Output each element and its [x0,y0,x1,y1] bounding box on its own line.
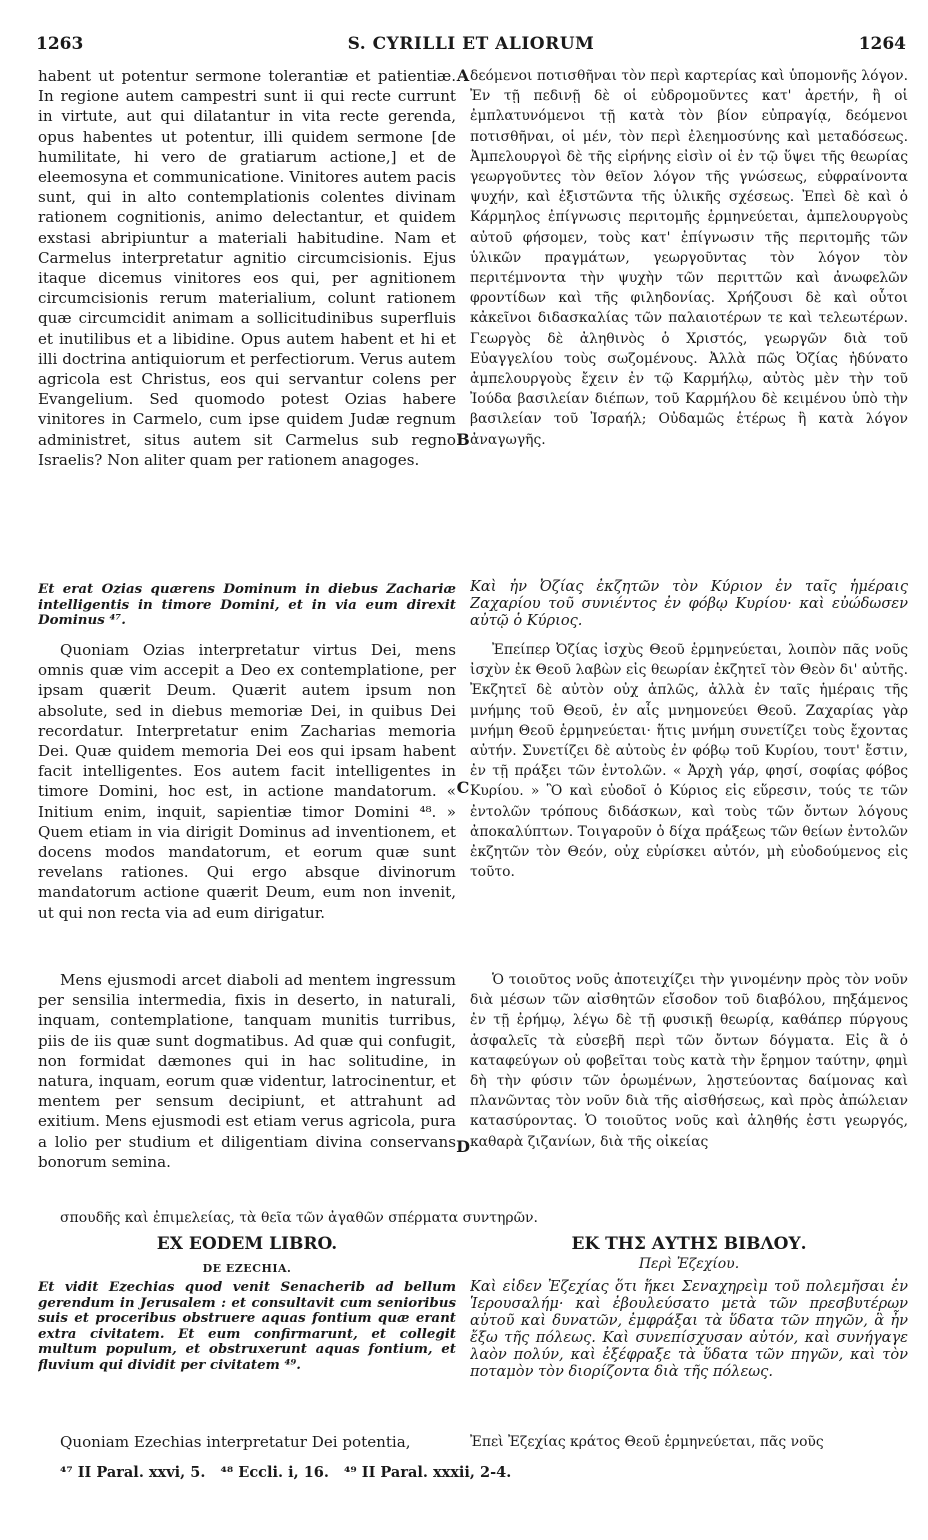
latin-section-text: Quoniam Ezechias interpretatur Dei potentia, [60,1433,411,1451]
greek-continuation-line: σπουδῆς καὶ ἐπιμελείας, τὰ θεῖα τῶν ἀγαθῶν σπέρματα συντηρῶν. [60,1210,539,1226]
greek-section-lemma: Καὶ εἶδεν Ἐζεχίας ὅτι ἥκει Σεναχηρεὶμ τοῦ πολεμῆσαι ἐν Ἱερουσαλήμ· καὶ ἐβουλεύσατο μετὰ τῶν πρεσβυτέρων αὐτοῦ καὶ δυνατῶν, ἐμφράξαι τὰ ὕδατα τῶν πηγῶν, ἃ ἦν ἔξω τῆς πόλεως. Καὶ συνεπίσχυσαν αὐτόν, καὶ συνήγαγε λαὸν πολύν, καὶ ἐξέφραξε τὰ ὕδατα τῶν πηγῶν, καὶ τὸν ποταμὸν τὸν διορίζοντα διὰ τῆς πόλεως. [470,1278,908,1380]
greek-paragraph-3: Ὁ τοιοῦτος νοῦς ἀποτειχίζει τὴν γινομένην πρὸς τὸν νοῦν διὰ μέσων τῶν αἰσθητῶν εἴσοδον τοῦ διαβόλου, πηξάμενος ἐν τῇ ἐρήμῳ, λέγω δὲ τῇ φυσικῇ θεωρίᾳ, καθάπερ πύργους ἀσφαλεῖς τὰ εὐσεβῆ περὶ τῶν ὄντων δόγματα. Εἰς ἃ ὁ καταφεύγων οὐ φοβεῖται τοὺς κατὰ τὴν ἔρημον ταύτην, φημὶ δὴ τὴν φύσιν τῶν ὁρωμένων, λῃστεύοντας δαίμονας καὶ πλανῶντας τὸν νοῦν διὰ τῆς αἰσθήσεως, καὶ πρὸς ἀπώλειαν κατασύροντας. Ὁ τοιοῦτος νοῦς καὶ ἀληθής ἐστι γεωργός, καθαρὰ ζιζανίων, διὰ τῆς οἰκείας [470,972,908,1150]
latin-paragraph-1: habent ut potentur sermone tolerantiæ et patientiæ. In regione autem campestri sunt ii qui recte currunt in virtute, aut qui dilatantur in vita recte gerenda, opus habentes ut potentur, illi quidem sermone [de humilitate, hi vero de gratiarum actione,] et de eleemosyna et communicatione. Vinitores autem pacis sunt, qui in alto contemplationis colentes divinam rationem cognitionis, animo delectantur, et quidem exstasi abripiuntur a materiali habitudine. Nam et Carmelus interpretatur agnitio circumcisionis. Ejus itaque dicemus vinitores eos qui, per agnitionem circumcisionis rerum materialium, colunt rationem quæ circumcidit animam a sollicitudinibus superfluis et inutilibus et a libidine. Opus autem habent et hi et illi doctrina antiquiorum et perfectiorum. Verus autem agricola est Christus, eos qui servantur colens per Evangelium. Sed quomodo potest Ozias habere vinitores in Carmelo, cum ipse quidem Judæ regnum administret, situs autem sit Carmelus sub regno Israelis? Non aliter quam per rationem anagoges. [38,67,456,469]
greek-paragraph-2: Ἐπείπερ Ὀζίας ἰσχὺς Θεοῦ ἑρμηνεύεται, λοιπὸν πᾶς νοῦς ἰσχὺν ἐκ Θεοῦ λαβὼν εἰς θεωρίαν ἐκζητεῖ τὸν Θεὸν δι' αὐτῆς. Ἐκζητεῖ δὲ αὐτὸν οὐχ ἁπλῶς, ἀλλὰ ἐν ταῖς ἡμέραις τῆς μνήμης τοῦ Θεοῦ, ἐν αἷς μνημονεύει Θεοῦ. Ζαχαρίας γὰρ μνήμη Θεοῦ ἑρμηνεύεται· ἥτις μνήμη συνετίζει τοὺς ἔχοντας αὐτήν. Συνετίζει δὲ αὐτοὺς ἐν φόβῳ τοῦ Κυρίου, τουτ' ἔστιν, ἐν τῇ πράξει τῶν ἐντολῶν. « Ἀρχὴ γάρ, φησί, σοφίας φόβος Κυρίου. » Ὃ καὶ εὐοδοῖ ὁ Κύριος εἰς εὕρεσιν, τούς τε τῶν ἐντολῶν τρόπους διδάσκων, καὶ τοὺς τῶν ὄντων λόγους ἀποκαλύπτων. Τοιγαροῦν ὁ δίχα πράξεως τῶν θείων ἐντολῶν ἐκζητῶν τὸν Θεόν, οὐχ εὑρίσκει αὐτόν, μὴ εὐοδούμενος εἰς τοῦτο. [470,642,908,881]
greek-lemma-1: Καὶ ἦν Ὀζίας ἐκζητῶν τὸν Κύριον ἐν ταῖς ἡμέραις Ζαχαρίου τοῦ συνιέντος ἐν φόβῳ Κυρίου· καὶ εὐώδωσεν αὐτῷ ὁ Κύριος. [470,578,908,629]
marker-a: A [456,66,470,85]
running-header [36,34,906,58]
running-title: S. CYRILLI ET ALIORUM [347,34,595,54]
latin-section-text-block [38,1432,456,1456]
greek-section-lemma-block [470,1278,908,1428]
greek-lemma-block [470,578,908,634]
latin-column-block-3 [38,970,456,1206]
latin-paragraph-3: Mens ejusmodi arcet diaboli ad mentem ingressum per sensilia intermedia, fixis in deserto, in naturali, inquam, contemplatione, tanquam munitis turribus, piis de iis quæ sunt dogmatibus. Ad quæ qui confugit, non formidat dæmones qui in hac solitudine, in natura, inquam, eorum quæ videntur, latrocinentur, et mentem per sensum decipiunt, et attrahunt ad exitium. Mens ejusmodi est etiam verus agricola, pura a lolio per studium et diligentiam divina conservans bonorum semina. [38,971,456,1171]
latin-lemma-block [38,582,456,632]
footnotes: ⁴⁷ II Paral. xxvi, 5. ⁴⁸ Eccli. i, 16. ⁴⁹ II Paral. xxxii, 2-4. [60,1464,512,1481]
greek-paragraph-1: δεόμενοι ποτισθῆναι τὸν περὶ καρτερίας καὶ ὑπομονῆς λόγον. Ἐν τῇ πεδινῇ δὲ οἱ εὐδρομοῦντες κατ' ἀρετήν, ἢ οἱ ἐμπλατυνόμενοι τῇ κατὰ τὸν βίον εὐπραγίᾳ, δεόμενοι ποτισθῆναι, οἱ μέν, τὸν περὶ ἐλεημοσύνης καὶ μεταδόσεως. Ἀμπελουργοὶ δὲ τῆς εἰρήνης εἰσὶν οἱ ἐν τῷ ὕψει τῆς θεωρίας γεωργοῦντες τὸν θεῖον λόγον τῆς γνώσεως, εὐφραίνοντα ψυχήν, καὶ ἐξιστῶντα τῆς ὑλικῆς σχέσεως. Ἐπεὶ δὲ καὶ ὁ Κάρμηλος ἐπίγνωσις περιτομῆς ἑρμηνεύεται, ἀμπελουργοὺς αὐτοῦ φήσομεν, τοὺς κατ' ἐπίγνωσιν τῆς περιτομῆς τῶν ὑλικῶν πραγμάτων, γεωργοῦντας τὸν λόγον τὸν περιτέμνοντα τὴν ψυχὴν τῶν περιττῶν καὶ ἀνωφελῶν φροντίδων καὶ τῆς φιληδονίας. Χρήζουσι δὲ καὶ οὗτοι κἀκεῖνοι διδασκαλίας τῶν παλαιοτέρων τε καὶ τελεωτέρων. Γεωργὸς δὲ ἀληθινὸς ὁ Χριστός, γεωργῶν διὰ τοῦ Εὐαγγελίου τοὺς σωζομένους. Ἀλλὰ πῶς Ὀζίας ἠδύνατο ἀμπελουργοὺς ἔχειν ἐν τῷ Καρμήλῳ, αὐτὸς μὲν τὴν τοῦ Ἰούδα βασιλείαν διέπων, τοῦ Καρμήλου δὲ κειμένου ὑπὸ τὴν βασιλείαν τοῦ Ἰσραήλ; Οὐδαμῶς ἑτέρως ἢ κατὰ λόγον ἀναγωγῆς. [470,68,908,448]
page-number-right: 1264 [858,34,906,54]
greek-section-text-block [470,1432,908,1456]
latin-section-lemma: Et vidit Ezechias quod venit Senacherib ad bellum gerendum in Jerusalem : et consultavit cum senioribus suis et proceribus obstruere aquas fontium quæ erant extra civitatem. Et eum confirmarunt, et collegit multum populum, et obstruxerunt aquas fontium, et fluvium qui dividit per civitatem ⁴⁹. [38,1280,456,1373]
marker-d: D [456,1137,470,1156]
latin-section-title: EX EODEM LIBRO. [156,1234,338,1254]
latin-column-block-1 [38,66,456,566]
marker-b: B [456,430,470,449]
latin-lemma-1: Et erat Ozias quærens Dominum in diebus Zachariæ intelligentis in timore Domini, et in via eum direxit Dominus ⁴⁷. [38,582,456,628]
page-number-left: 1263 [36,34,84,54]
greek-section-subtitle: Περὶ Ἐζεχίου. [638,1256,740,1272]
greek-section-text: Ἐπεὶ Ἐζεχίας κράτος Θεοῦ ἑρμηνεύεται, πᾶς νοῦς [470,1434,824,1450]
latin-paragraph-2: Quoniam Ozias interpretatur virtus Dei, mens omnis quæ vim accepit a Deo ex contemplatione, per ipsam quærit Deum. Quærit autem ipsum non absolute, sed in diebus memoriæ Dei, in quibus Dei recordatur. Interpretatur enim Zacharias memoria Dei. Quæ quidem memoria Dei eos qui ipsam habent facit intelligentes. Eos autem facit intelligentes in timore Domini, hoc est, in actione mandatorum. « Initium enim, inquit, sapientiæ timor Domini ⁴⁸. » Quem etiam in via dirigit Dominus ad inventionem, et docens modos mandatorum, et eorum quæ sunt revelans rationes. Qui ergo absque divinorum mandatorum actione quærit Deum, eum non invenit, ut qui non recta via ad eum dirigatur. [38,641,456,922]
greek-column-block-2 [470,640,908,940]
greek-column-block-3 [470,970,908,1206]
latin-section-subtitle: DE EZECHIA. [202,1262,292,1275]
latin-column-block-2 [38,640,456,964]
greek-section-title: ΕΚ ΤΗΣ ΑΥΤΗΣ ΒΙΒΛΟΥ. [571,1234,807,1254]
latin-section-lemma-block [38,1280,456,1392]
greek-column-block-1 [470,66,908,566]
marker-c: C [456,778,470,797]
